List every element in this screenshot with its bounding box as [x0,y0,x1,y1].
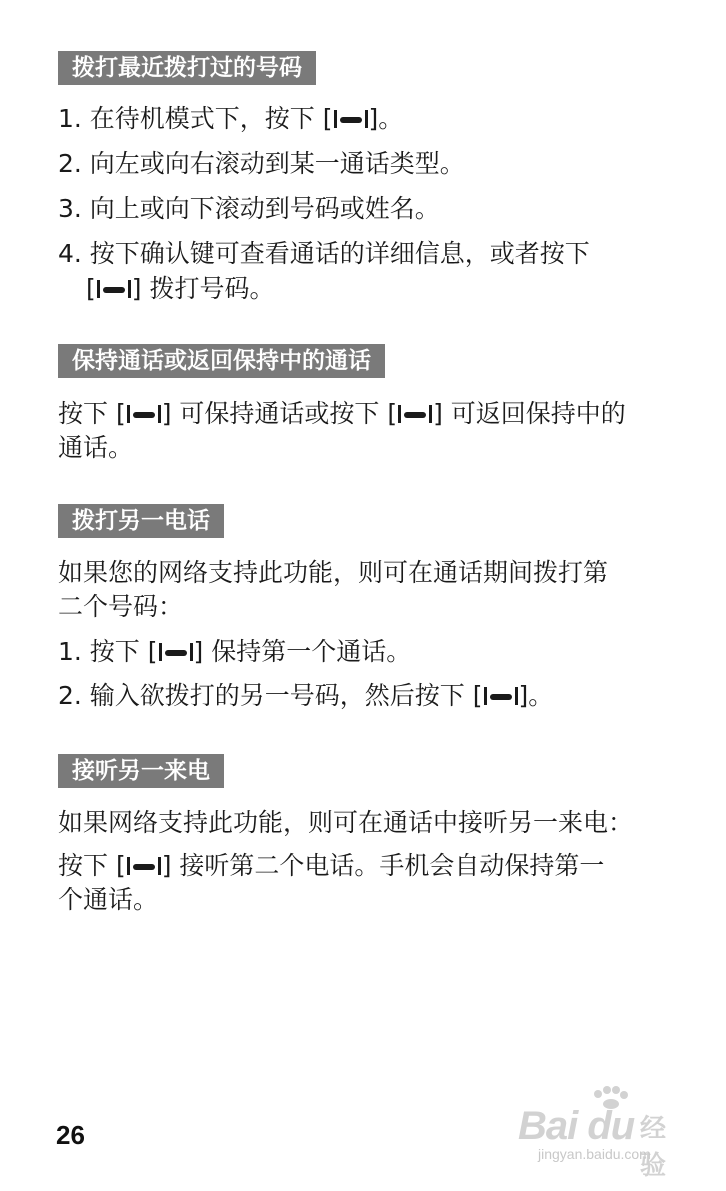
hold-text-c: ] 可返回保持中的 [433,399,626,428]
page-number: 26 [56,1120,85,1150]
redial-step-1-text: 1. 在待机模式下，按下 [ [58,104,333,133]
call-key-icon [334,109,368,129]
section-heading-hold: 保持通话或返回保持中的通话 [58,344,385,378]
redial-step-2: 2. 向左或向右滚动到某一通话类型。 [58,149,465,178]
answer-line-1 [58,851,604,881]
hold-text-b: ] 可保持通话或按下 [ [161,399,398,428]
call-key-icon [398,404,432,424]
second-call-intro-1: 如果您的网络支持此功能，则可在通话期间拨打第 [58,558,609,587]
second-call-intro-2: 二个号码： [58,592,184,621]
section-heading-answer: 接听另一来电 [58,754,224,788]
answer-line-2: 个通话。 [58,885,159,914]
call-key-icon [159,642,193,662]
section-heading-redial: 拨打最近拨打过的号码 [58,51,316,85]
second-call-step-2-end: ]。 [518,681,554,710]
second-call-step-2-text: 2. 输入欲拨打的另一号码，然后按下 [ [58,681,483,710]
answer-text-a: 按下 [ [58,851,126,880]
second-call-step-2 [58,681,553,711]
redial-step-4-end: ] 拨打号码。 [131,274,275,303]
hold-line-1 [58,399,626,429]
second-call-step-1-end: ] 保持第一个通话。 [193,637,412,666]
watermark-url: jingyan.baidu.com [538,1146,651,1162]
hold-line-2: 通话。 [58,433,134,462]
redial-step-3: 3. 向上或向下滚动到号码或姓名。 [58,194,440,223]
call-key-icon [127,856,161,876]
answer-intro: 如果网络支持此功能，则可在通话中接听另一来电： [58,808,634,837]
redial-step-4: 4. 按下确认键可查看通话的详细信息，或者按下 [58,239,590,268]
second-call-step-1-text: 1. 按下 [ [58,637,158,666]
section-heading-second-call: 拨打另一电话 [58,504,224,538]
redial-step-1 [58,104,403,134]
call-key-icon [97,279,131,299]
hold-text-a: 按下 [ [58,399,126,428]
baidu-watermark [518,1086,688,1181]
answer-text-b: ] 接听第二个电话。手机会自动保持第一 [161,851,605,880]
call-key-icon [127,404,161,424]
call-key-icon [484,686,518,706]
watermark-sub: 经验 [640,1114,667,1181]
second-call-step-1 [58,637,411,667]
redial-step-1-end: ]。 [368,104,404,133]
redial-step-4-cont [86,274,274,304]
redial-step-4-open: [ [86,274,96,303]
watermark-logo: Bai du [518,1104,635,1148]
